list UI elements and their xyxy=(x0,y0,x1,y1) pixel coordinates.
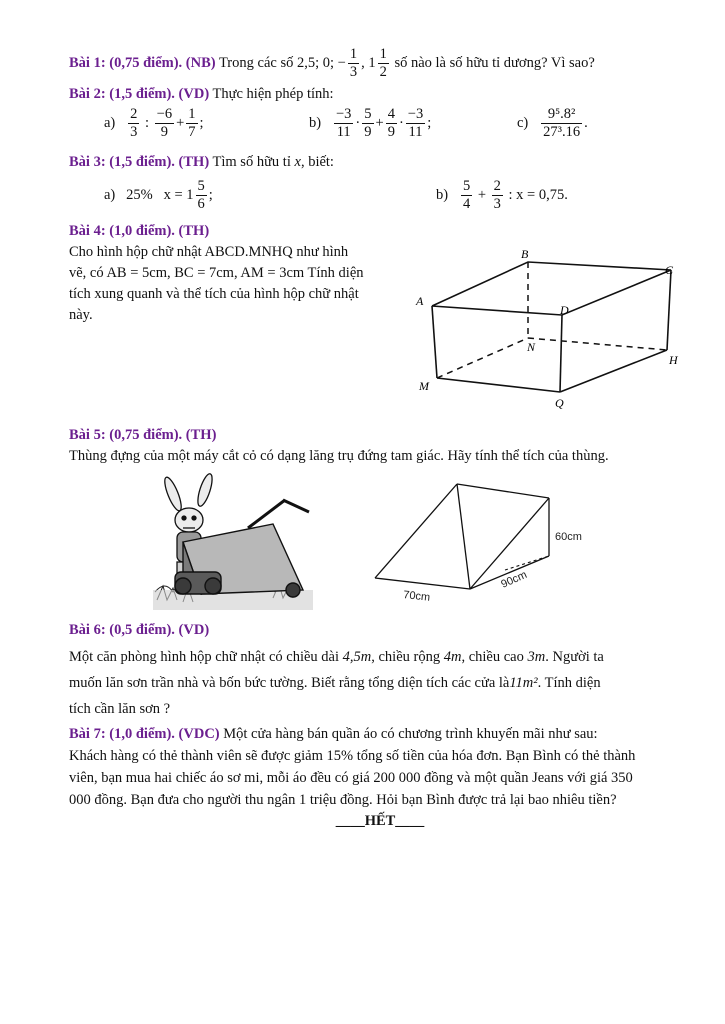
bai2-line xyxy=(69,84,334,104)
bai4-line-2: vẽ, có AB = 5cm, BC = 7cm, AM = 3cm Tính diện xyxy=(69,265,364,281)
bai6-line-3: tích cần lăn sơn ? xyxy=(69,701,171,717)
bai5-heading-line xyxy=(69,425,216,445)
bai1-text-b: số nào là số hữu tỉ dương? Vì sao? xyxy=(394,54,595,71)
bai3-a-label: a) xyxy=(104,186,116,203)
edge-qh xyxy=(560,350,667,392)
bai3-text: Tìm số hữu tỉ xyxy=(209,154,291,170)
bai3-part-a: a) 25% x = 1 $\frac{5}{6}$ ; xyxy=(104,178,213,212)
bai3-text-end: , biết: xyxy=(300,154,334,170)
edge-dq xyxy=(560,315,562,392)
bai7-line-2: Khách hàng có thẻ thành viên sẽ được giảm 15% tổng số tiền của hóa đơn. Bạn Bình có thẻ thành xyxy=(69,748,636,764)
dim-length: 70cm xyxy=(402,589,431,604)
prism-figure xyxy=(365,474,595,606)
bai7-line-1: Bài 7: (1,0 điểm). (VDC) Một cửa hàng bán quần áo có chương trình khuyến mãi như sau: xyxy=(69,726,598,742)
label-h: H xyxy=(669,353,678,367)
bai1-fraction-1: $\frac{1}{3}$ xyxy=(349,46,358,80)
box-figure xyxy=(405,240,695,415)
bai7-heading: Bài 7: (1,0 điểm). (VDC) xyxy=(69,726,220,742)
bai4-heading-line xyxy=(69,221,209,241)
prism-top-edge xyxy=(457,484,549,498)
bai3-heading: Bài 3: (1,5 điểm). (TH) xyxy=(69,154,210,170)
bai1-minus: − xyxy=(337,54,346,71)
edge-mn-hidden xyxy=(437,338,528,378)
edge-ch xyxy=(667,270,671,350)
end-marker: ____HẾT____ xyxy=(335,813,425,829)
label-a: A xyxy=(416,294,424,308)
bai6-area: 11m² xyxy=(509,675,538,691)
bai2-part-b: b) $\frac{-3}{11}$ · $\frac{5}{9}$ + $\frac{4}{9}$ · $\frac{-3}{11}$ ; xyxy=(309,106,432,140)
bai1-text-a: Trong các số 2,5; 0; xyxy=(215,54,335,71)
bai6-length: 4,5m xyxy=(342,649,372,665)
lawn-mower-illustration xyxy=(153,472,313,612)
bai4-line-1: Cho hình hộp chữ nhật ABCD.MNHQ như hình xyxy=(69,244,349,260)
prism-base-front xyxy=(375,578,470,589)
dim-slant: 90cm xyxy=(499,568,529,591)
dim-height: 60cm xyxy=(555,531,582,543)
bai3-line xyxy=(69,152,334,172)
bai3-b-label: b) xyxy=(436,186,449,203)
bai5-heading: Bài 5: (0,75 điểm). (TH) xyxy=(69,427,217,443)
label-q: Q xyxy=(555,396,564,410)
bai2-a-label: a) xyxy=(104,114,116,131)
bai6-line-1: Một căn phòng hình hộp chữ nhật có chiều dài 4,5m, chiều rộng 4m, chiều cao 3m. Người ta xyxy=(69,649,604,665)
bai4-body xyxy=(69,242,399,326)
bai3-var: x xyxy=(294,154,301,170)
bai6-width: 4m xyxy=(443,649,462,665)
bai2-c-label: c) xyxy=(517,114,529,131)
bai2-text: Thực hiện phép tính: xyxy=(209,86,334,102)
bai6-body xyxy=(69,644,691,722)
bai2-part-a: a) $\frac{2}{3}$ : $\frac{-6}{9}$ + $\frac{1}{7}$ ; xyxy=(104,106,204,140)
bai6-height: 3m xyxy=(527,649,546,665)
prism-front-edge xyxy=(457,484,470,589)
bai1-mixed-whole: 1 xyxy=(368,54,376,71)
bai3-part-b: b) $\frac{5}{4}$ + $\frac{2}{3}$ : x = 0,75. xyxy=(436,178,568,212)
label-d: D xyxy=(560,303,569,317)
label-b: B xyxy=(521,247,529,261)
bai4-heading: Bài 4: (1,0 điểm). (TH) xyxy=(69,223,210,239)
edge-mq xyxy=(437,378,560,392)
bai5-text: Thùng đựng của một máy cắt cỏ có dạng lăng trụ đứng tam giác. Hãy tính thể tích của thùng. xyxy=(69,448,609,464)
edge-nh-hidden xyxy=(528,338,667,350)
prism-front-slant xyxy=(375,484,457,578)
bai4-line-4: này. xyxy=(69,307,93,323)
label-n: N xyxy=(527,340,536,354)
box-top-face xyxy=(432,262,671,315)
label-c: C xyxy=(665,263,674,277)
edge-am xyxy=(432,306,437,378)
label-m: M xyxy=(419,379,429,393)
bai3-a-expr: 25% x = 1 xyxy=(126,186,194,203)
bai7-line-3: viên, bạn mua hai chiếc áo sơ mi, mỗi áo đều có giá 200 000 đồng và một quần Jeans với giá 350 xyxy=(69,770,633,786)
bai4-line-3: tích xung quanh và thể tích của hình hộp chữ nhật xyxy=(69,286,359,302)
bai6-line-2: muốn lăn sơn trần nhà và bốn bức tường. Biết rằng tổng diện tích các cửa là11m². Tính diện xyxy=(69,675,601,691)
bai2-b-label: b) xyxy=(309,114,322,131)
bai1-fraction-2: $\frac{1}{2}$ xyxy=(379,46,387,80)
bai2-heading: Bài 2: (1,5 điểm). (VD) xyxy=(69,86,210,102)
bai7-body xyxy=(69,723,691,811)
bai1-comma: , xyxy=(361,54,365,71)
bai1-heading: Bài 1: (0,75 điểm). (NB) xyxy=(69,54,216,71)
bai7-line-4: 000 đồng. Bạn đưa cho người thu ngân 1 triệu đồng. Hỏi bạn Bình được trả lại bao nhiêu tiền? xyxy=(69,792,617,808)
bai6-heading: Bài 6: (0,5 điểm). (VD) xyxy=(69,622,210,638)
bai1-line xyxy=(69,46,595,81)
bai2-part-c: c) $\frac{\text{9⁵.8²}}{\text{27³.16}}$ . xyxy=(517,106,588,140)
bai6-heading-line xyxy=(69,620,209,640)
